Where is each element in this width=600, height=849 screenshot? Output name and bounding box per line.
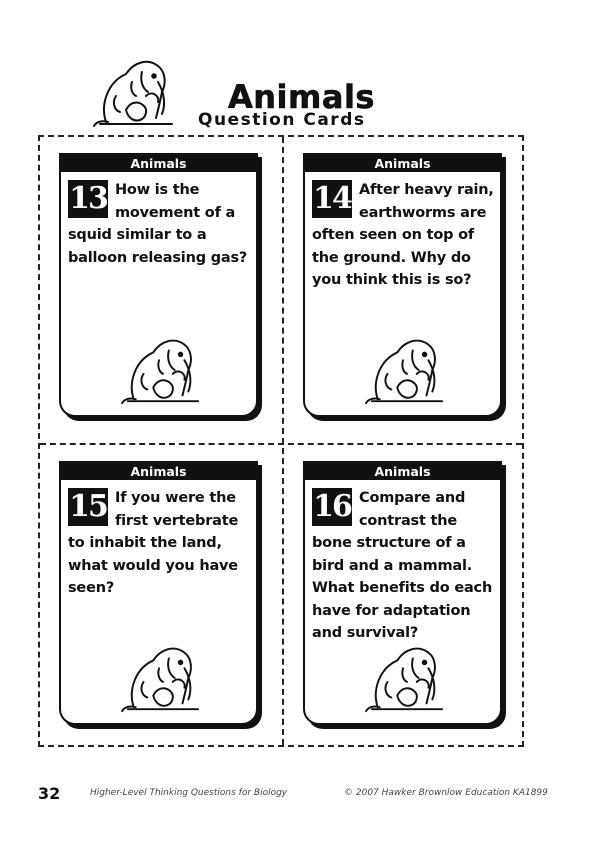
elephant-mascot-icon (357, 639, 457, 717)
elephant-mascot-icon (86, 52, 186, 132)
cut-line-horizontal (40, 443, 522, 445)
elephant-mascot-icon (113, 331, 213, 409)
card-sheet (38, 135, 524, 747)
page-footer (0, 780, 600, 810)
question-card-14 (303, 153, 502, 417)
card-header: Animals (61, 463, 256, 480)
page-subtitle: Question Cards (198, 110, 366, 130)
elephant-mascot-icon (113, 639, 213, 717)
card-question: How is the movement of a squid similar to a balloon releasing gas? (68, 182, 248, 266)
card-body (61, 172, 256, 269)
card-number: 15 (69, 489, 107, 524)
elephant-mascot-icon (357, 331, 457, 409)
card-header: Animals (61, 155, 256, 172)
card-body (305, 480, 500, 645)
question-card-16 (303, 461, 502, 725)
card-question: If you were the first vertebrate to inhabit the land, what would you have seen? (68, 490, 239, 596)
question-card-15 (59, 461, 258, 725)
card-question: Compare and contrast the bone structure of a bird and a mammal. What benefits do each have for adaptation and survival? (312, 490, 493, 641)
page-title: Animals (228, 78, 375, 116)
copyright: © 2007 Hawker Brownlow Education KA1899 (344, 788, 548, 798)
card-number: 13 (69, 181, 107, 216)
card-header: Animals (305, 155, 500, 172)
card-header: Animals (305, 463, 500, 480)
card-body (305, 172, 500, 292)
book-title: Higher-Level Thinking Questions for Biology (90, 788, 288, 798)
cut-line-vertical (282, 137, 284, 745)
card-question: After heavy rain, earthworms are often seen on top of the ground. Why do you think this is so? (312, 182, 494, 288)
card-number: 16 (313, 489, 351, 524)
page-number: 32 (38, 784, 61, 803)
card-body (61, 480, 256, 600)
question-card-13 (59, 153, 258, 417)
page-header (0, 40, 600, 135)
card-number: 14 (313, 181, 351, 216)
